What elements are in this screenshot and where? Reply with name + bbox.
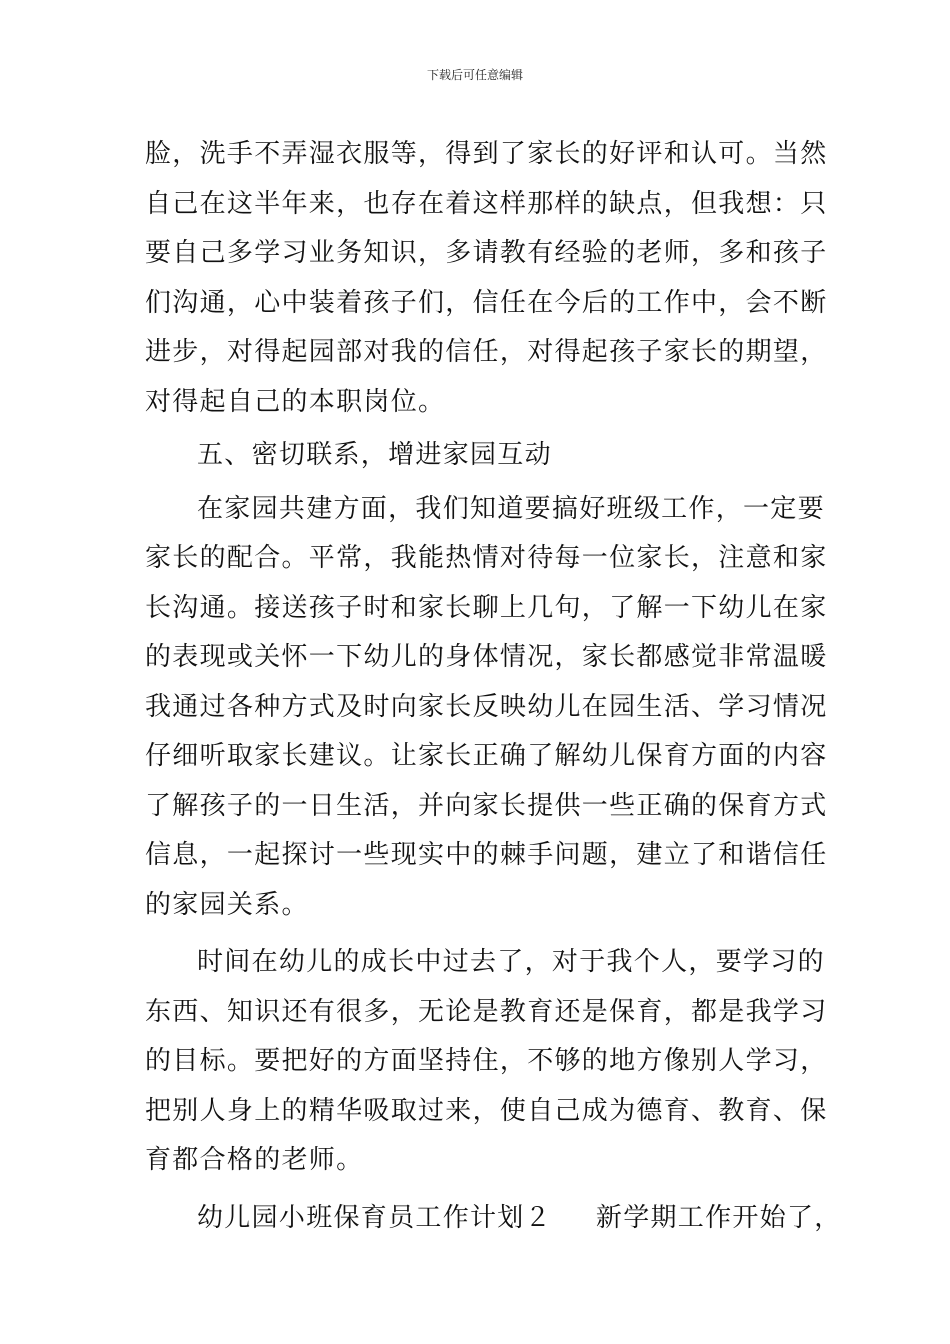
text-line: 在家园共建方面，我们知道要搞好班级工作，一定要	[197, 493, 825, 524]
text-line: 长沟通。接送孩子时和家长聊上几句，了解一下幼儿在家	[145, 592, 828, 623]
text-line: 脸，洗手不弄湿衣服等，得到了家长的好评和认可。当然	[145, 139, 828, 169]
paragraph-conclusion	[145, 938, 828, 1186]
text-line: 进步，对得起园部对我的信任，对得起孩子家长的期望，	[145, 337, 828, 367]
paragraph-home-school	[145, 485, 828, 931]
text-line: 的目标。要把好的方面坚持住，不够的地方像别人学习，	[145, 1046, 828, 1076]
text-line: 信息，一起探讨一些现实中的棘手问题，建立了和谐信任	[145, 840, 828, 870]
plan-opening-text: 新学期工作开始了，	[595, 1202, 842, 1233]
paragraph-self-reflection	[145, 130, 828, 427]
text-line: 育都合格的老师。	[145, 1145, 364, 1175]
text-line: 自己在这半年来，也存在着这样那样的缺点，但我想：只	[145, 188, 828, 219]
text-line: 的家园关系。	[145, 889, 309, 920]
text-line: 家长的配合。平常，我能热情对待每一位家长，注意和家	[145, 543, 828, 573]
section-heading-five: 五、密切联系，增进家园互动	[197, 440, 552, 470]
next-plan-line	[145, 1194, 842, 1244]
text-line: 我通过各种方式及时向家长反映幼儿在园生活、学习情况	[145, 691, 828, 722]
text-line: 了解孩子的一日生活，并向家长提供一些正确的保育方式	[145, 790, 828, 821]
document-body	[145, 130, 842, 1243]
text-line: 时间在幼儿的成长中过去了，对于我个人，要学习的	[197, 947, 825, 977]
text-line: 要自己多学习业务知识，多请教有经验的老师，多和孩子	[145, 238, 828, 268]
text-line: 们沟通，心中装着孩子们，信任在今后的工作中，会不断	[145, 287, 828, 318]
plan-title: 幼儿园小班保育员工作计划２	[197, 1202, 552, 1233]
text-line: 的表现或关怀一下幼儿的身体情况，家长都感觉非常温暖	[145, 642, 828, 672]
text-line: 把别人身上的精华吸取过来，使自己成为德育、教育、保	[145, 1095, 828, 1126]
text-line: 东西、知识还有很多，无论是教育还是保育，都是我学习	[145, 996, 828, 1027]
text-line: 对得起自己的本职岗位。	[145, 386, 446, 417]
text-line: 仔细听取家长建议。让家长正确了解幼儿保育方面的内容	[145, 741, 828, 771]
page-header: 下载后可任意编辑	[426, 68, 523, 82]
